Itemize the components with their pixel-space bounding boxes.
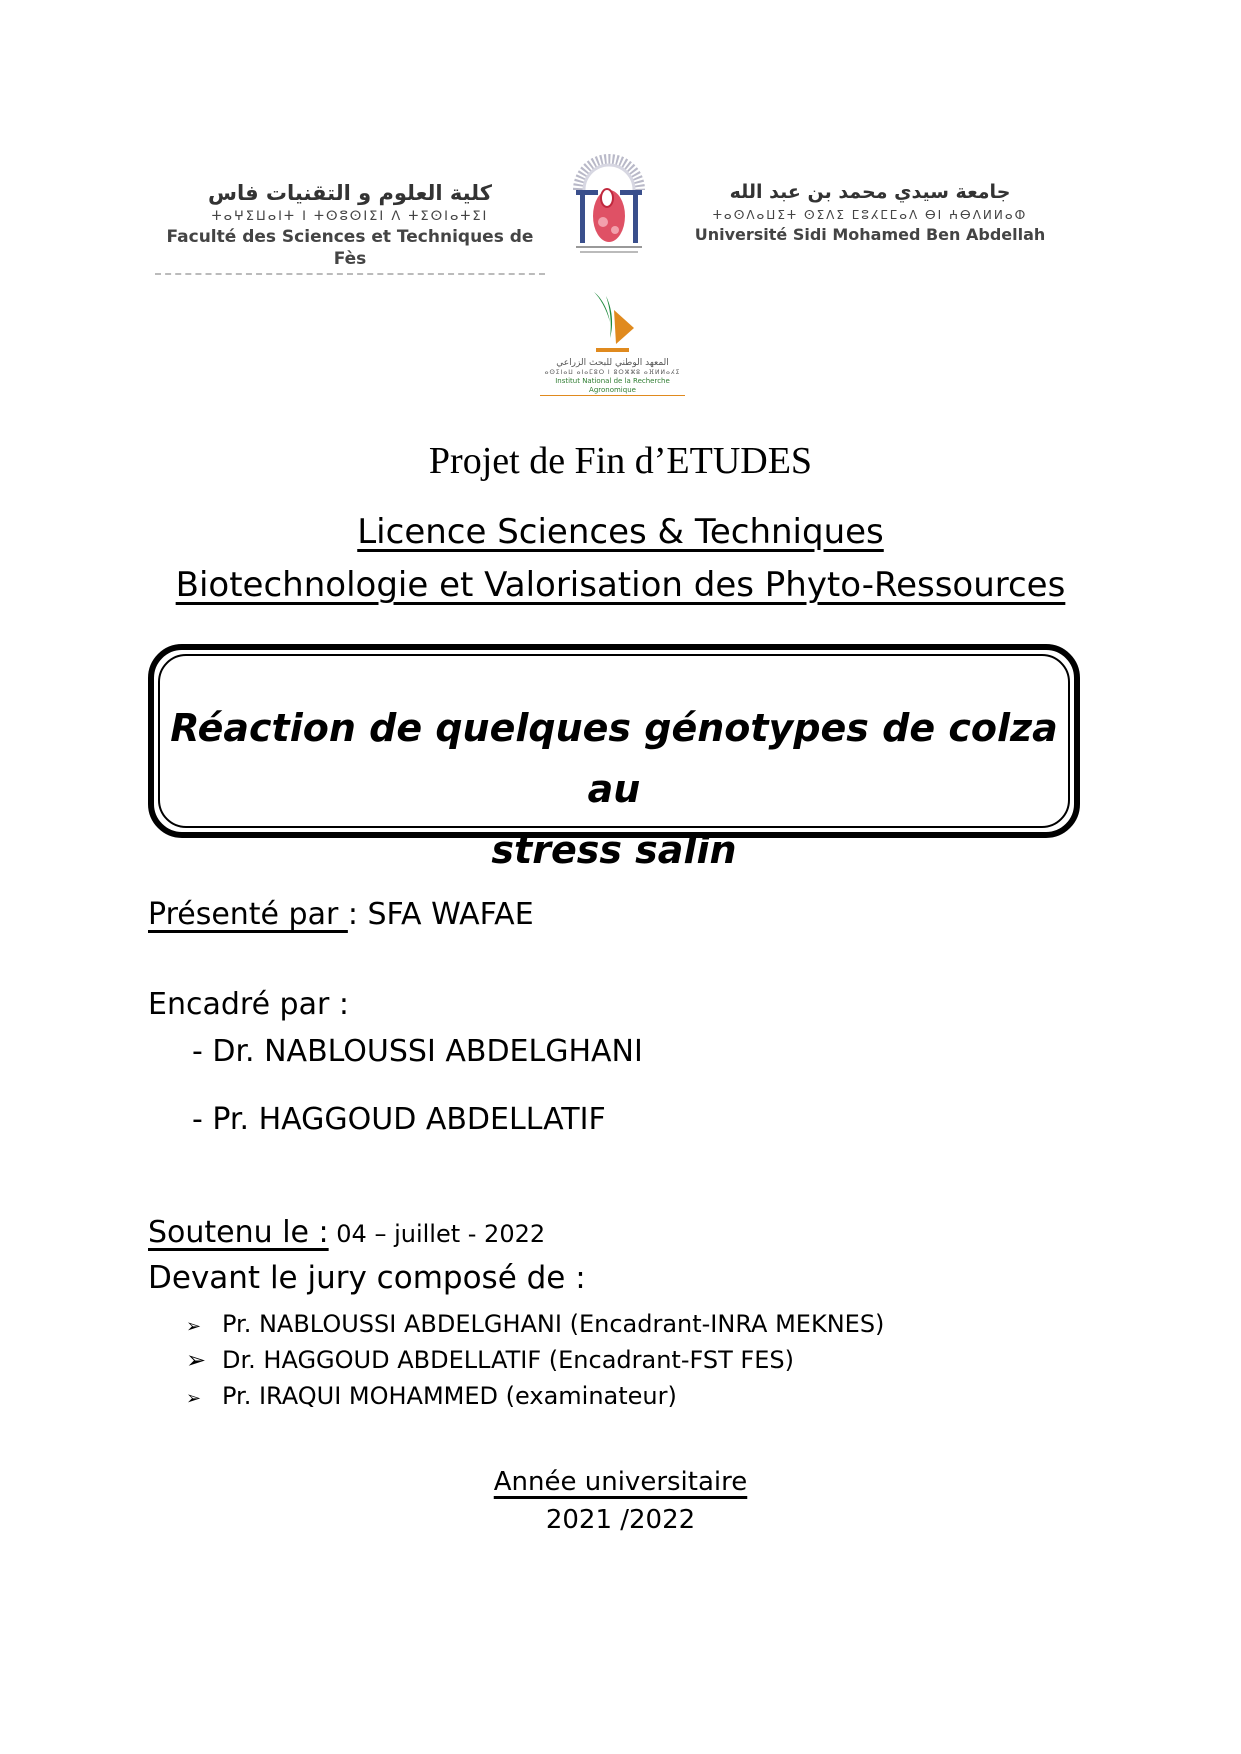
jury-member-text: Dr. HAGGOUD ABDELLATIF (Encadrant-FST FES): [222, 1346, 794, 1374]
supervisor-item: - Dr. NABLOUSSI ABDELGHANI: [192, 1034, 643, 1069]
jury-list: [186, 1306, 884, 1414]
presenter-separator: :: [347, 897, 368, 932]
subject-title: [154, 698, 1074, 881]
presenter-name: SFA WAFAE: [367, 897, 534, 932]
jury-member: [186, 1378, 884, 1414]
inra-arabic-name: المعهد الوطني للبحث الزراعي: [556, 358, 669, 368]
subject-frame: [148, 644, 1080, 872]
inra-logo: [540, 288, 685, 396]
defense-date: 04 – juillet - 2022: [328, 1220, 546, 1248]
degree-title: [0, 510, 1241, 554]
fst-arabic-name: كلية العلوم و التقنيات فاس: [208, 181, 492, 205]
jury-member: [186, 1342, 884, 1378]
arrow-bullet-icon: ➢: [186, 1346, 207, 1374]
jury-member: [186, 1306, 884, 1342]
arrow-bullet-icon: ➢: [186, 1388, 202, 1409]
usmba-emblem-icon: [570, 150, 648, 260]
jury-member-text: Pr. NABLOUSSI ABDELGHANI (Encadrant-INRA MEKNES): [222, 1310, 885, 1338]
fst-underline-rule: [155, 273, 545, 277]
supervisors-label: Encadré par :: [148, 987, 349, 1022]
inra-french-name: Institut National de la Recherche Agronomique: [540, 377, 685, 396]
defense-line: [148, 1213, 545, 1254]
arrow-bullet-icon: ➢: [186, 1316, 202, 1337]
fst-tifinagh-name: ⵜⴰⵖⵉⵡⴰⵏⵜ ⵏ ⵜⵙⵓⵙⵏⵉⵏ ⴷ ⵜⵉⵙⵏⴰⵜⵉⵏ: [211, 209, 489, 224]
subject-line-1: Réaction de quelques génotypes de colza au: [170, 706, 1058, 811]
academic-year-value: 2021 /2022: [545, 1505, 696, 1535]
document-type-title: Projet de Fin d’ETUDES: [428, 440, 813, 482]
inra-tifinagh-name: ⴰⵙⵉⵏⴰⵡ ⴰⵏⴰⵎⵓⵔ ⵏ ⵓⵔⵣⵣⵓ ⴰⴼⵍⵍⴰⵃⵉ: [544, 369, 681, 376]
jury-member-text: Pr. IRAQUI MOHAMMED (examinateur): [222, 1382, 677, 1410]
usmba-logo: [690, 180, 1050, 246]
specialty-title: [0, 563, 1241, 607]
jury-label: Devant le jury composé de :: [148, 1260, 586, 1296]
fst-french-name: Faculté des Sciences et Techniques de Fès: [166, 227, 534, 269]
degree-title-text: Licence Sciences & Techniques: [357, 512, 884, 552]
defense-label: Soutenu le :: [148, 1215, 329, 1250]
usmba-tifinagh-name: ⵜⴰⵙⴷⴰⵡⵉⵜ ⵙⵉⴷⵉ ⵎⵓⵃⵎⵎⴰⴷ ⴱⵏ ⵄⴱⴷⵍⵍⴰⵀ: [712, 208, 1028, 222]
subject-line-2: stress salin: [491, 828, 737, 872]
specialty-title-text: Biotechnologie et Valorisation des Phyto-Ressources: [175, 565, 1066, 605]
presenter-line: [148, 895, 534, 935]
usmba-arabic-name: جامعة سيدي محمد بن عبد الله: [729, 181, 1011, 203]
supervisor-item: - Pr. HAGGOUD ABDELLATIF: [192, 1102, 606, 1137]
inra-logo-icon: [540, 288, 685, 354]
fst-logo: [155, 180, 545, 277]
academic-year-label: [0, 1465, 1241, 1499]
usmba-french-name: Université Sidi Mohamed Ben Abdellah: [694, 225, 1046, 244]
presenter-label: Présenté par: [148, 897, 348, 932]
academic-year-label-text: Année universitaire: [493, 1467, 748, 1497]
